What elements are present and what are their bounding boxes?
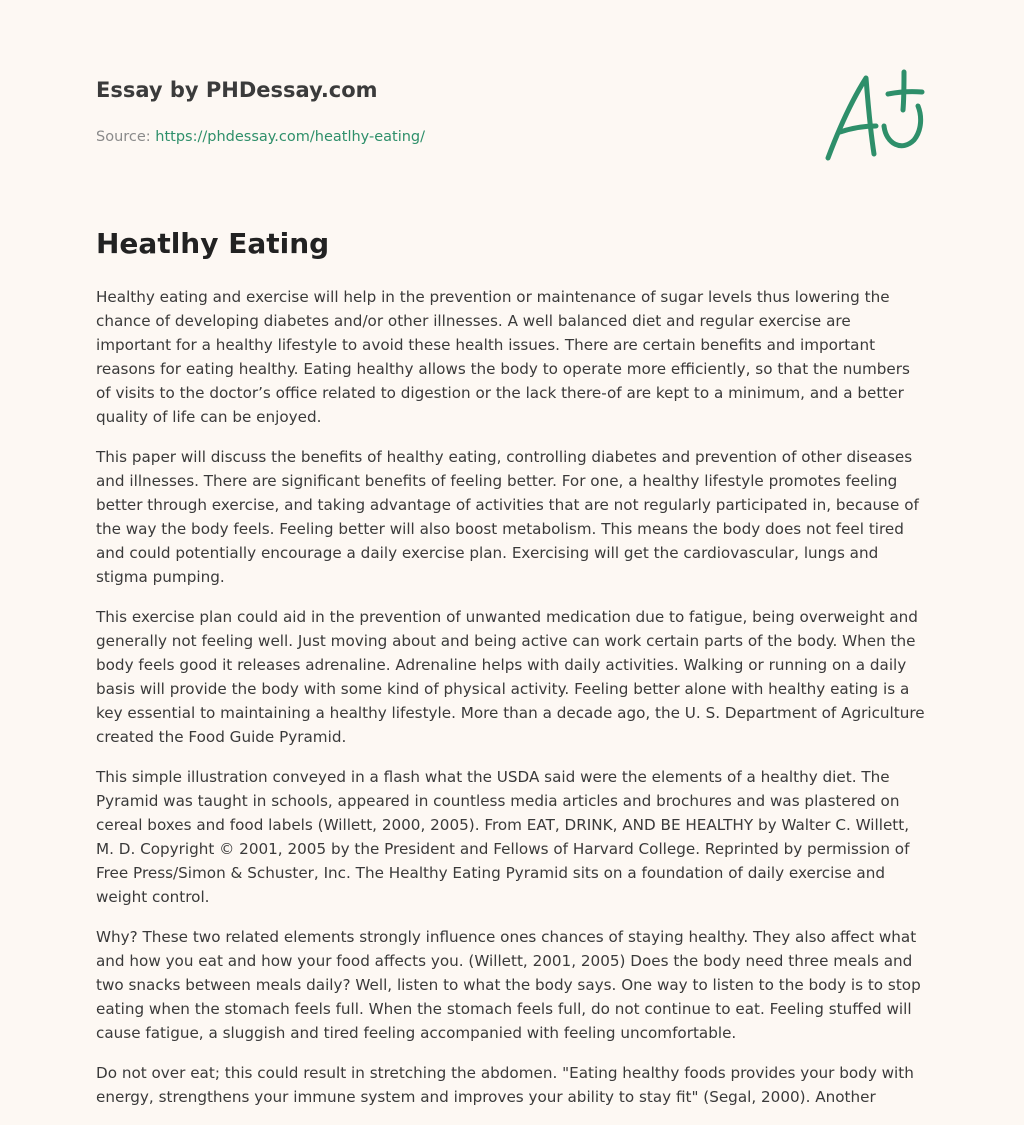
source-link[interactable]: https://phdessay.com/heatlhy-eating/ — [155, 129, 426, 145]
essay-paragraph: Healthy eating and exercise will help in the prevention or maintenance of sugar levels thus lowering the chance of developing diabetes and/or other illnesses. A well balanced diet and regular exercise are important for a healthy lifestyle to avoid these health issues. There are certain benefits and important reasons for eating healthy. Eating healthy allows the body to operate more efficiently, so that the numbers of visits to the doctor’s office related to digestion or the lack there-of are kept to a minimum, and a better quality of life can be enjoyed. — [96, 288, 910, 426]
essay-body — [96, 285, 928, 1125]
essay-paragraph: This paper will discuss the benefits of healthy eating, controlling diabetes and prevention of other diseases and illnesses. There are significant benefits of feeling better. For one, a healthy lifestyle promotes feeling better through exercise, and taking advantage of activities that are not regularly participated in, because of the way the body feels. Feeling better will also boost metabolism. This means the body does not feel tired and could potentially encourage a daily exercise plan. Exercising will get the cardiovascular, lungs and stigma pumping. — [96, 448, 919, 586]
page-header — [96, 76, 796, 147]
essay-paragraph: This exercise plan could aid in the prevention of unwanted medication due to fatigue, being overweight and generally not feeling well. Just moving about and being active can work certain parts of the body. When the body feels good it releases adrenaline. Adrenaline helps with daily activities. Walking or running on a daily basis will provide the body with some kind of physical activity. Feeling better alone with healthy eating is a key essential to maintaining a healthy lifestyle. More than a decade ago, the U. S. Department of Agriculture created the Food Guide Pyramid. — [96, 608, 925, 746]
source-label: Source: — [96, 129, 151, 145]
source-line — [96, 127, 796, 147]
essay-title: Heatlhy Eating — [96, 227, 330, 260]
essay-paragraph: Why? These two related elements strongly influence ones chances of staying healthy. They also affect what and how you eat and how your food affects you. (Willett, 2001, 2005) Does the body need three meals and two snacks between meals daily? Well, listen to what the body says. One way to listen to the body is to stop eating when the stomach feels full. When the stomach feels full, do not continue to eat. Feeling stuffed will cause fatigue, a sluggish and tired feeling accompanied with feeling uncomfortable. — [96, 928, 921, 1042]
essay-paragraph: This simple illustration conveyed in a flash what the USDA said were the elements of a healthy diet. The Pyramid was taught in schools, appeared in countless media articles and brochures and was plastered on cereal boxes and food labels (Willett, 2000, 2005). From EAT, DRINK, AND BE HEALTHY by Walter C. Willett, M. D. Copyright © 2001, 2005 by the President and Fellows of Harvard College. Reprinted by permission of Free Press/Simon & Schuster, Inc. The Healthy Eating Pyramid sits on a foundation of daily exercise and weight control. — [96, 768, 910, 906]
essay-paragraph: Do not over eat; this could result in stretching the abdomen. "Eating healthy foods provides your body with energy, strengthens your immune system and improves your ability to stay fit" (Segal, 2000). Another — [96, 1064, 914, 1106]
site-title: Essay by PHDessay.com — [96, 78, 378, 102]
a-plus-grade-icon — [818, 64, 930, 168]
